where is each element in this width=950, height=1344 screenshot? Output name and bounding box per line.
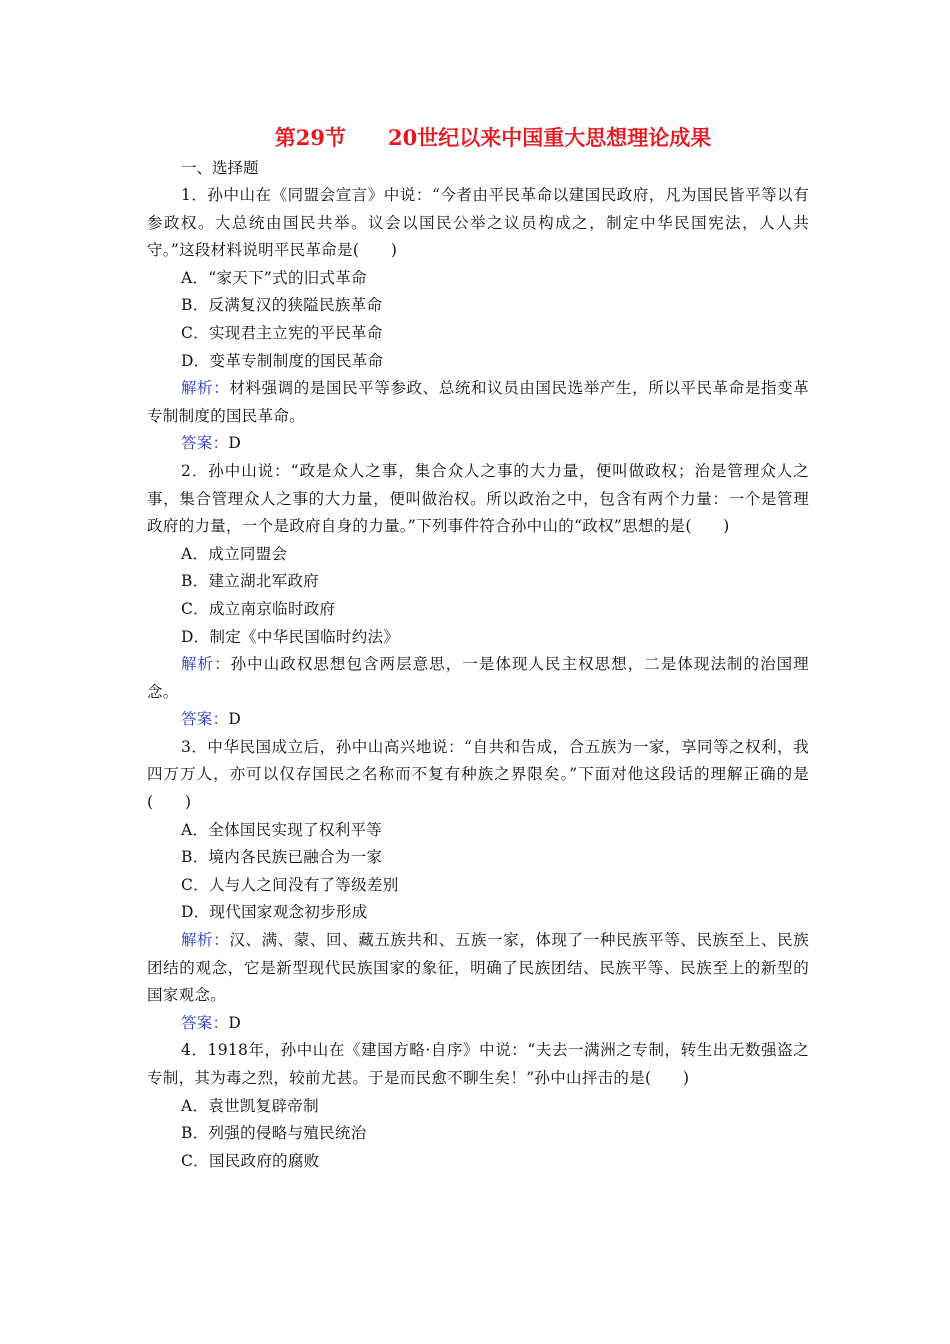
answer bbox=[147, 430, 809, 458]
analysis bbox=[147, 927, 809, 1010]
option-b: B．反满复汉的狭隘民族革命 bbox=[181, 296, 383, 315]
option-a: A．成立同盟会 bbox=[181, 544, 288, 563]
analysis-text: 孙中山政权思想包含两层意思，一是体现人民主权思想，二是体现法制的治国理念。 bbox=[147, 655, 809, 701]
answer bbox=[147, 1010, 809, 1038]
analysis-label: 解析： bbox=[181, 931, 230, 950]
question-4 bbox=[147, 1037, 809, 1175]
question-stem: 2．孙中山说：“政是众人之事，集合众人之事的大力量，便叫做政权；治是管理众人之事，集合管理众人之事的大力量，便叫做治权。所以政治之中，包含有两个力量：一个是管理政府的力量，一个是政府自身的力量。”下列事件符合孙中山的“政权”思想的是( ) bbox=[147, 461, 809, 536]
option-b: B．境内各民族已融合为一家 bbox=[181, 848, 383, 867]
question-stem: 3．中华民国成立后，孙中山高兴地说：“自共和告成，合五族为一家，享同等之权利，我四万万人，亦可以仅存国民之名称而不复有种族之界限矣。”下面对他这段话的理解正确的是( ) bbox=[147, 737, 809, 812]
answer-label: 答案： bbox=[181, 434, 229, 453]
option-a: A．“家天下”式的旧式革命 bbox=[181, 268, 367, 287]
analysis-text: 汉、满、蒙、回、藏五族共和、五族一家，体现了一种民族平等、民族至上、民族团结的观念，它是新型现代民族国家的象征，明确了民族团结、民族平等、民族至上的新型的国家观念。 bbox=[147, 931, 809, 1005]
answer bbox=[147, 706, 809, 734]
option-c: C．成立南京临时政府 bbox=[181, 599, 336, 618]
analysis bbox=[147, 375, 809, 430]
question-1 bbox=[147, 182, 809, 458]
option-c: C．国民政府的腐败 bbox=[181, 1151, 320, 1170]
answer-value: D bbox=[228, 1013, 242, 1032]
analysis-label: 解析： bbox=[181, 655, 231, 674]
answer-label: 答案： bbox=[181, 1013, 229, 1032]
option-c: C．实现君主立宪的平民革命 bbox=[181, 323, 383, 342]
option-d: D．现代国家观念初步形成 bbox=[181, 903, 368, 922]
answer-value: D bbox=[228, 710, 242, 729]
question-stem: 4．1918年，孙中山在《建国方略·自序》中说：“夫去一满洲之专制，转生出无数强盗之专制，其为毒之烈，较前尤甚。于是而民愈不聊生矣！”孙中山抨击的是( ) bbox=[147, 1041, 809, 1087]
option-d: D．变革专制制度的国民革命 bbox=[181, 351, 384, 370]
question-2 bbox=[147, 458, 809, 734]
page-title: 第29节 20世纪以来中国重大思想理论成果 bbox=[274, 125, 712, 150]
option-a: A．全体国民实现了权利平等 bbox=[181, 820, 383, 839]
option-b: B．列强的侵略与殖民统治 bbox=[181, 1124, 367, 1143]
section-heading: 一、选择题 bbox=[181, 159, 259, 177]
analysis-label: 解析： bbox=[181, 379, 230, 398]
option-a: A．袁世凯复辟帝制 bbox=[181, 1096, 319, 1115]
question-3 bbox=[147, 734, 809, 1038]
answer-label: 答案： bbox=[181, 710, 229, 729]
answer-value: D bbox=[228, 434, 242, 453]
option-b: B．建立湖北军政府 bbox=[181, 572, 320, 591]
option-c: C．人与人之间没有了等级差别 bbox=[181, 875, 399, 894]
document-page bbox=[147, 118, 809, 1175]
question-stem: 1．孙中山在《同盟会宣言》中说：“今者由平民革命以建国民政府，凡为国民皆平等以有参政权。大总统由国民共举。议会以国民公举之议员构成之，制定中华民国宪法，人人共守。”这段材料说明平民革命是( ) bbox=[147, 186, 809, 260]
analysis-text: 材料强调的是国民平等参政、总统和议员由国民选举产生，所以平民革命是指变革专制制度的国民革命。 bbox=[147, 379, 809, 425]
option-d: D．制定《中华民国临时约法》 bbox=[181, 627, 400, 646]
analysis bbox=[147, 651, 809, 706]
